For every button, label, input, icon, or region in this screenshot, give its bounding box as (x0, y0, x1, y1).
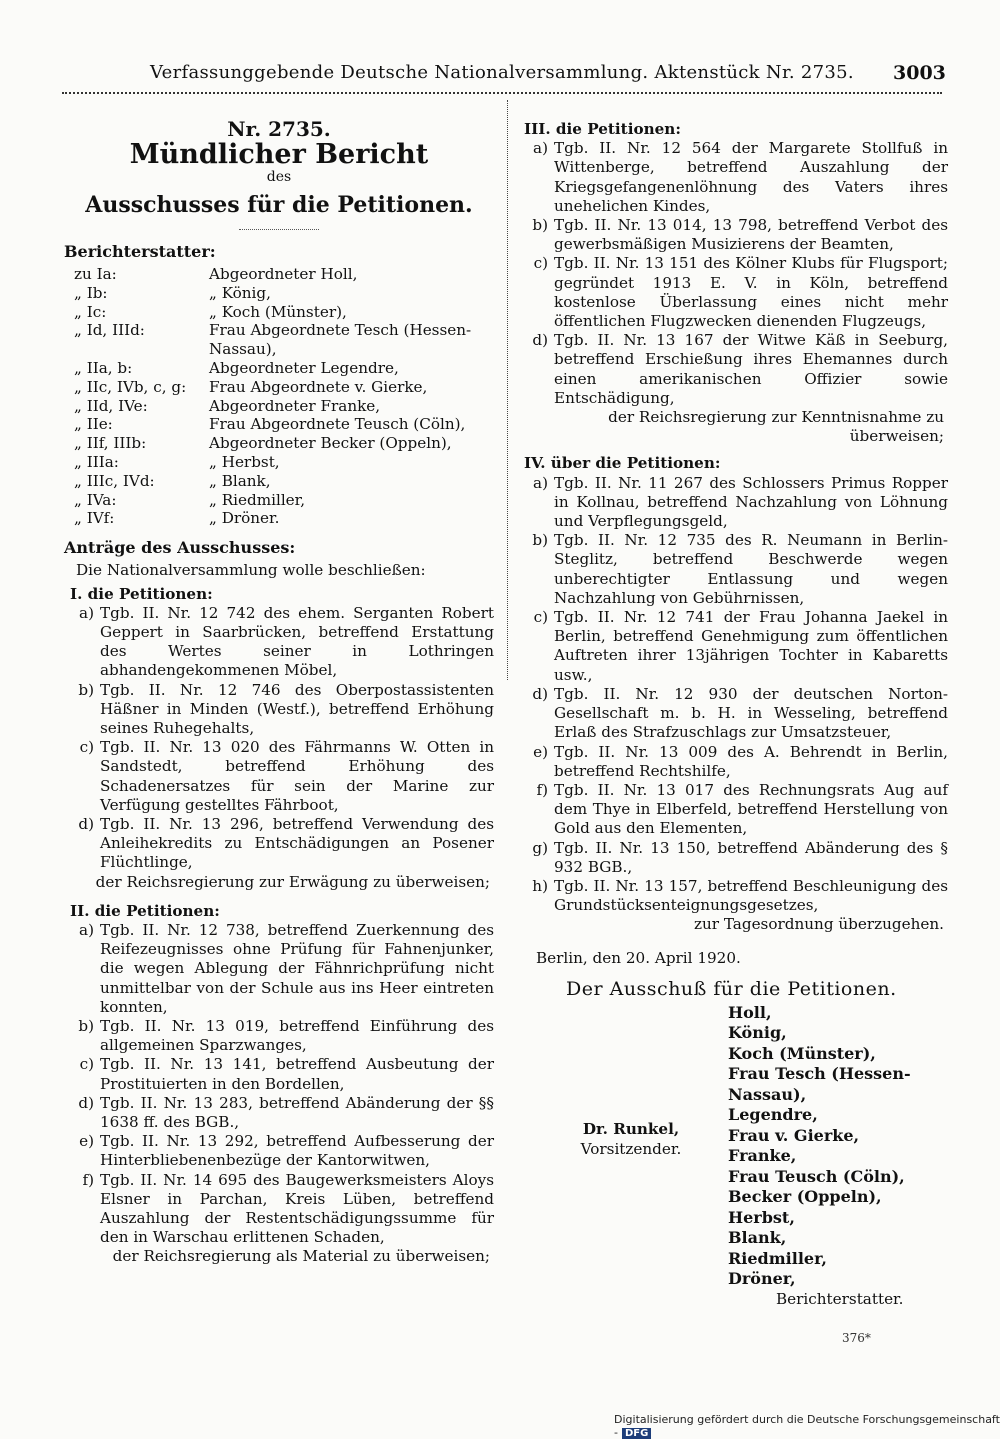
petition-item (518, 608, 948, 685)
rapporteur-name: Frau Abgeordnete v. Gierke, (209, 377, 428, 396)
rapporteur-name: „ Blank, (209, 471, 271, 490)
member-name: Dröner, (728, 1269, 796, 1289)
rapporteur-label: „ Ic: (74, 302, 107, 321)
footer-text: Digitalisierung gefördert durch die Deutsche Forschungsgemeinschaft - (614, 1413, 1000, 1439)
rapporteur-name: „ Koch (Münster), (209, 302, 347, 321)
rapporteur-row (64, 509, 494, 528)
rapporteur-label: „ IIa, b: (74, 359, 133, 377)
rapporteur-name: „ Dröner. (209, 509, 280, 528)
petition-item (518, 474, 948, 532)
petition-item (518, 331, 948, 408)
date-line: Berlin, den 20. April 1920. (536, 948, 741, 967)
section-closing: der Reichsregierung zur Erwägung zu überweisen; (95, 872, 490, 891)
item-text: Tgb. II. Nr. 13 020 des Fährmanns W. Otten in Sandstedt, betreffend Erhöhung des Schadenersatzes für sein der Marine zur Verfügung gestelltes Fährboot, (100, 738, 494, 814)
document-title: Mündlicher Bericht (129, 139, 429, 171)
item-text: Tgb. II. Nr. 13 019, betreffend Einführung des allgemeinen Sparzwanges, (100, 1017, 494, 1055)
petition-item (64, 1055, 494, 1093)
rapporteur-name: Frau Abgeordnete Tesch (Hessen-Nassau), (209, 321, 472, 359)
item-text: Tgb. II. Nr. 12 746 des Oberpostassistenten Häßner in Minden (Westf.), betreffend Erhöhung seines Ruhegehalts, (100, 680, 494, 737)
rapporteur-label: zu Ia: (74, 265, 117, 284)
rapporteur-label: „ IIIa: (74, 452, 119, 471)
rapporteur-row (64, 284, 494, 303)
section-label: III. die Petitionen: (524, 120, 681, 138)
rapporteur-label: „ IIf, IIIb: (74, 434, 147, 453)
member-name: Holl, (728, 1002, 772, 1022)
petition-item (64, 604, 494, 681)
petition-item (64, 681, 494, 739)
petition-item (518, 216, 948, 254)
item-key: e) (533, 742, 548, 761)
petition-item (64, 738, 494, 815)
petition-item (518, 685, 948, 743)
section-closing: der Reichsregierung zur Kenntnisnahme zu überweisen; (608, 408, 944, 446)
item-text: Tgb. II. Nr. 13 157, betreffend Beschleunigung des Grundstücksenteignungsgesetzes, (554, 876, 948, 915)
item-key: d) (532, 331, 548, 350)
member-name: Legendre, (728, 1105, 818, 1125)
item-text: Tgb. II. Nr. 12 930 der deutschen Norton-Gesellschaft m. b. H. in Wesseling, betreffend Erlaß des Strafzuschlags zur Umsatzsteuer, (554, 684, 948, 742)
section-closing: zur Tagesordnung überzugehen. (693, 915, 944, 934)
rapporteur-name: Abgeordneter Legendre, (209, 359, 399, 377)
section-items (518, 474, 948, 916)
header-rule (62, 92, 942, 94)
rapporteur-name: Abgeordneter Franke, (209, 396, 381, 415)
rapporteur-row (64, 453, 494, 472)
rapporteur-list (64, 265, 494, 528)
section-items (64, 921, 494, 1247)
rapporteur-label: „ IVa: (74, 490, 117, 509)
member-name: Becker (Oppeln), (728, 1187, 882, 1207)
item-text: Tgb. II. Nr. 13 014, 13 798, betreffend Verbot des gewerbsmäßigen Musizierens der Beamten, (554, 216, 948, 254)
member-name: König, (728, 1023, 787, 1043)
rapporteur-name: Abgeordneter Becker (Oppeln), (209, 434, 452, 453)
item-text: Tgb. II. Nr. 12 735 des R. Neumann in Berlin-Steglitz, betreffend Beschwerde wegen unberechtigter Entlassung und wegen Nachzahlung von Gebührnissen, (554, 531, 948, 607)
member-name: Franke, (728, 1146, 797, 1166)
item-key: d) (78, 1093, 94, 1112)
right-column (518, 120, 948, 1309)
member-name: Riedmiller, (728, 1248, 827, 1268)
member-name: Frau v. Gierke, (728, 1125, 860, 1145)
section-4 (518, 454, 948, 934)
committee-signature-heading: Der Ausschuß für die Petitionen. (566, 977, 897, 1000)
section-items (518, 139, 948, 408)
rapporteur-row (64, 359, 494, 378)
page-mark: 376* (842, 1331, 871, 1345)
dfg-logo: DFG (622, 1428, 651, 1439)
section-items (64, 604, 494, 873)
footer (614, 1413, 1000, 1439)
item-key: b) (78, 1017, 94, 1036)
rapporteur-row (64, 265, 494, 284)
rapporteur-row (64, 434, 494, 453)
running-title: Verfassunggebende Deutsche Nationalversammlung. Aktenstück Nr. 2735. (150, 62, 854, 83)
rapporteur-row (64, 491, 494, 510)
petition-item (518, 877, 948, 915)
rapporteur-label: „ Id, IIId: (74, 321, 145, 340)
ornament-rule (239, 229, 319, 230)
item-text: Tgb. II. Nr. 12 738, betreffend Zuerkennung des Reifezeugnisses ohne Prüfung für Fahnenjunker, die wegen Ablegung der Fähnrichprüfung nicht unmittelbar von der Schule aus ins Heer eintreten konnten, (100, 921, 494, 1016)
section-label: IV. über die Petitionen: (524, 454, 721, 473)
item-key: d) (78, 815, 94, 834)
page-header (0, 62, 1000, 88)
petition-item (518, 839, 948, 877)
petition-item (518, 254, 948, 331)
petition-item (518, 139, 948, 216)
item-text: Tgb. II. Nr. 13 017 des Rechnungsrats Aug auf dem Thye in Elberfeld, betreffend Herstellung von Gold aus den Elementen, (554, 780, 948, 838)
item-key: e) (79, 1132, 94, 1151)
rapporteur-row (64, 303, 494, 322)
item-text: Tgb. II. Nr. 13 150, betreffend Abänderung des § 932 BGB., (554, 838, 948, 876)
rapporteur-name: „ Riedmiller, (209, 490, 306, 509)
chair-name: Dr. Runkel, (582, 1119, 680, 1138)
item-text: Tgb. II. Nr. 13 292, betreffend Aufbesserung der Hinterbliebenenbezüge der Kantorwitwen, (100, 1132, 494, 1170)
petition-item (64, 921, 494, 1017)
left-column (64, 117, 494, 1267)
item-key: c) (533, 608, 548, 627)
item-key: a) (533, 473, 548, 492)
item-key: a) (533, 139, 548, 158)
rapporteur-row (64, 378, 494, 397)
petition-item (64, 1132, 494, 1170)
item-key: c) (79, 1055, 94, 1074)
member-name: Koch (Münster), (728, 1043, 876, 1063)
member-name: Blank, (728, 1228, 787, 1248)
item-key: a) (79, 603, 94, 622)
item-text: Tgb. II. Nr. 13 296, betreffend Verwendung des Anleihekredits zu Entschädigungen an Posener Flüchtlinge, (100, 815, 494, 872)
section-closing: der Reichsregierung als Material zu überweisen; (112, 1247, 490, 1266)
item-text: Tgb. II. Nr. 13 141, betreffend Ausbeutung der Prostituierten in den Bordellen, (100, 1055, 494, 1093)
petition-item (64, 1017, 494, 1055)
document-number: Nr. 2735. (227, 117, 331, 141)
item-key: b) (78, 680, 94, 699)
petition-item (518, 781, 948, 839)
document-subtitle: Ausschusses für die Petitionen. (85, 191, 473, 218)
signature-block (518, 1003, 948, 1309)
rapporteur-row (64, 321, 494, 359)
section-2 (64, 902, 494, 1267)
member-names (728, 1003, 948, 1290)
item-key: f) (536, 780, 548, 799)
petition-item (64, 1094, 494, 1132)
item-text: Tgb. II. Nr. 12 564 der Margarete Stollfuß in Wittenberge, betreffend Auszahlung der Kriegsgefangenenlöhnung des Vaters ihres unehelichen Kindes, (554, 139, 948, 215)
page-number: 3003 (893, 62, 946, 84)
item-text: Tgb. II. Nr. 14 695 des Baugewerksmeisters Aloys Elsner in Parchan, Kreis Lüben, betreffend Auszahlung der Restentschädigungssumme für den in Warschau erlittenen Schaden, (100, 1170, 494, 1247)
item-key: f) (82, 1170, 94, 1189)
antraege-intro: Die Nationalversammlung wolle beschließen: (76, 561, 426, 580)
rapporteur-name: „ König, (209, 283, 271, 302)
rapporteur-label: „ IId, IVe: (74, 396, 148, 415)
petition-item (518, 743, 948, 781)
section-3 (518, 120, 948, 446)
item-key: a) (79, 921, 94, 940)
rapporteur-label: „ IIe: (74, 415, 113, 434)
rapporteur-row (64, 397, 494, 416)
item-text: Tgb. II. Nr. 13 283, betreffend Abänderung der §§ 1638 ff. des BGB., (100, 1093, 494, 1132)
rapporteur-name: „ Herbst, (209, 452, 280, 471)
rapporteur-name: Abgeordneter Holl, (209, 265, 358, 284)
item-key: d) (532, 684, 548, 703)
section-label: II. die Petitionen: (70, 901, 220, 920)
rapporteur-label: „ IIIc, IVd: (74, 471, 155, 490)
item-key: b) (532, 531, 548, 550)
item-key: g) (532, 838, 548, 857)
item-text: Tgb. II. Nr. 12 741 der Frau Johanna Jaekel in Berlin, betreffend Genehmigung zum öffentlichen Auftreten ihrer 13jährigen Tochter in Kabaretts usw., (554, 608, 948, 684)
member-name: Frau Teusch (Cöln), (728, 1166, 905, 1186)
petition-item (64, 815, 494, 873)
item-key: c) (79, 738, 94, 757)
rapporteur-role: Berichterstatter. (776, 1289, 904, 1308)
column-divider (507, 100, 508, 680)
petition-item (64, 1171, 494, 1248)
section-1 (64, 585, 494, 892)
rapporteur-row (64, 472, 494, 491)
item-text: Tgb. II. Nr. 12 742 des ehem. Serganten Robert Geppert in Saarbrücken, betreffend Erstattung des Wertes seiner in Lothringen abhandengekommenen Möbel, (100, 603, 494, 680)
section-label: I. die Petitionen: (70, 584, 213, 603)
item-text: Tgb. II. Nr. 13 167 der Witwe Käß in Seeburg, betreffend Erschießung ihres Ehemannes durch einen amerikanischen Offizier sowie Entschädigung, (554, 331, 948, 407)
berichterstatter-heading: Berichterstatter: (64, 241, 216, 261)
rapporteur-label: „ IIc, IVb, c, g: (74, 377, 187, 396)
rapporteur-label: „ IVf: (74, 509, 115, 528)
chair-role: Vorsitzender. (580, 1139, 682, 1158)
antraege-heading: Anträge des Ausschusses: (64, 538, 296, 558)
rapporteur-label: „ Ib: (74, 283, 108, 302)
rapporteur-name: Frau Abgeordnete Teusch (Cöln), (209, 415, 466, 434)
title-connector: des (266, 169, 292, 186)
item-text: Tgb. II. Nr. 13 009 des A. Behrendt in Berlin, betreffend Rechtshilfe, (554, 742, 948, 780)
item-text: Tgb. II. Nr. 13 151 des Kölner Klubs für Flugsport; gegründet 1913 E. V. in Köln, betreffend kostenlose Überlassung eines nicht mehr öffentlichen Flugzwecken dienenden Flugzeugs, (554, 254, 948, 331)
item-key: h) (532, 876, 548, 895)
item-key: b) (532, 216, 548, 235)
member-name: Herbst, (728, 1207, 795, 1227)
rapporteur-row (64, 415, 494, 434)
petition-item (518, 531, 948, 608)
item-text: Tgb. II. Nr. 11 267 des Schlossers Primus Ropper in Kollnau, betreffend Nachzahlung von Löhnung und Verpflegungsgeld, (554, 473, 948, 531)
member-name: Frau Tesch (Hessen-Nassau), (728, 1064, 911, 1104)
item-key: c) (533, 254, 548, 273)
